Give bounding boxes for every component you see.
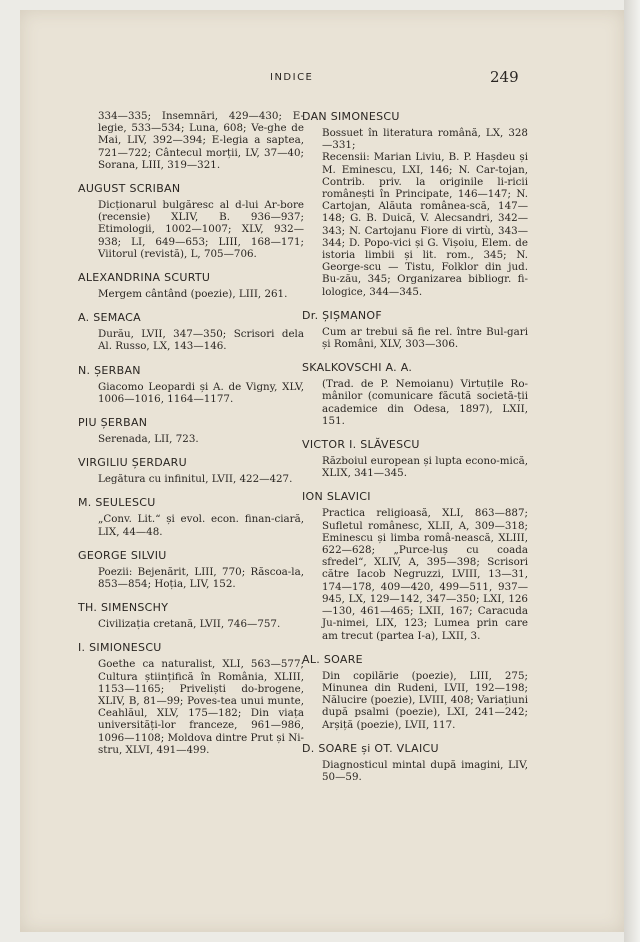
index-entry xyxy=(78,271,304,300)
author-name: SKALKOVSCHI A. A. xyxy=(302,361,413,375)
author-name: DAN SIMONESCU xyxy=(302,110,400,123)
index-entry xyxy=(302,309,528,350)
entry-references: Cum ar trebui să fie rel. între Bul-gari și Români, XLV, 303—306. xyxy=(322,325,528,351)
index-entry xyxy=(78,416,304,445)
entry-references: Civilizația cretană, LVII, 746—757. xyxy=(98,618,281,631)
index-entry xyxy=(78,456,304,485)
document-page xyxy=(20,10,624,932)
author-name: VIRGILIU ȘERDARU xyxy=(78,456,187,470)
entry-references: Diagnosticul mintal după imagini, LIV, 50—59. xyxy=(322,758,528,783)
author-name: ALEXANDRINA SCURTU xyxy=(78,271,211,285)
entry-references: Războiul european și lupta econo-mică, XLIX, 341—345. xyxy=(322,455,528,480)
entry-references: (Trad. de P. Nemoianu) Virtuțile Ro-mânilor (comunicare făcută societă-ții academice din Odesa, 1897), LXII, 151. xyxy=(322,378,528,427)
index-entry xyxy=(78,364,304,405)
entry-references: Giacomo Leopardi și A. de Vigny, XLV, 1006—1016, 1164—1177. xyxy=(98,380,304,405)
author-name: ION SLAVICI xyxy=(302,490,371,504)
index-entry xyxy=(78,496,304,537)
index-entry xyxy=(78,641,304,756)
entry-references: „Conv. Lit.“ și evol. econ. finan-ciară, LIX, 44—48. xyxy=(98,513,304,538)
author-name: I. SIMIONESCU xyxy=(78,641,162,655)
entry-references: Serenada, LII, 723. xyxy=(98,433,199,446)
left-column xyxy=(78,110,304,767)
index-entry xyxy=(302,490,528,641)
author-name: D. SOARE și OT. VLAICU xyxy=(302,741,439,755)
index-entry xyxy=(78,182,304,260)
author-name: PIU ȘERBAN xyxy=(78,416,148,430)
author-name: VICTOR I. SLĂVESCU xyxy=(302,438,420,452)
entry-references: Dicționarul bulgăresc al d-lui Ar-bore (recensie) XLIV, B. 936—937; Etimologii, 1002—1007; XLV, 932—938; LI, 649—653; LIII, 168—171; Viitorul (revistă), L, 705—706. xyxy=(98,199,304,260)
index-entry xyxy=(78,549,304,590)
author-name: M. SEULESCU xyxy=(78,496,156,510)
author-name: A. SEMACA xyxy=(78,311,141,325)
index-entry xyxy=(78,110,304,171)
author-name: AUGUST SCRIBAN xyxy=(78,182,181,196)
entry-references: 334—335; Insemnări, 429—430; E-legie, 533—534; Luna, 608; Ve-ghe de Mai, LIV, 392—394; E-legia a saptea, 721—722; Cântecul morții, LV, 37—40; Sorana, LIII, 319—321. xyxy=(98,110,304,171)
author-name: GEORGE SILVIU xyxy=(78,548,167,562)
entry-references: Legătura cu infinitul, LVII, 422—427. xyxy=(98,473,293,486)
author-name: AL. SOARE xyxy=(302,652,363,666)
recensions-list: Recensii: Marian Liviu, B. P. Hașdeu și M. Eminescu, LXI, 146; N. Car-tojan, Contrib. priv. la originile li-ricii românești în Principate, 146—147; N. Cartojan, Alăuta românea-scă, 147—148; G. B. Duică, V. Alecsandri, 342—343; N. Cartojanu Fiore di virtù, 343—344; D. Popo-vici și G. Vișoiu, Elem. de istoria limbii și lit. rom., 345; N. George-scu — Tistu, Folklor din jud. Bu-zău, 345; Organizarea bibliogr. fi-lologice, 344—345. xyxy=(322,151,528,298)
index-entry xyxy=(78,601,304,630)
entry-references: Durău, LVII, 347—350; Scrisori dela Al. Russo, LX, 143—146. xyxy=(98,328,304,353)
entry-references: Mergem cântând (poezie), LIII, 261. xyxy=(98,288,288,301)
page-number: 249 xyxy=(490,68,519,86)
index-entry xyxy=(302,653,528,731)
index-entry xyxy=(302,361,528,427)
entry-references: Practica religioasă, XLI, 863—887; Sufletul românesc, XLII, A, 309—318; Eminescu și limba româ-nească, XLIII, 622—628; „Purce-luș cu coada sfredel“, XLIV, A, 395—398; Scrisori către Iacob Negruzzi, LVIII, 13—31, 174—178, 409—420, 499—511, 937—945, LX, 129—142, 347—350; LXI, 126—130, 461—465; LXII, 167; Caracuda Ju-nimei, LIX, 123; Lumea prin care am trecut (partea I-a), LXII, 3. xyxy=(322,507,528,642)
index-entry xyxy=(302,438,528,479)
author-name: TH. SIMENSCHY xyxy=(78,601,169,615)
page-edge xyxy=(624,0,640,942)
author-name: N. ȘERBAN xyxy=(78,363,141,377)
page-header xyxy=(20,68,624,92)
index-entry xyxy=(302,110,528,298)
right-column xyxy=(302,110,528,794)
entry-references: Poezii: Bejenărit, LIII, 770; Răscoa-la, 853—854; Hoția, LIV, 152. xyxy=(98,565,304,591)
index-entry xyxy=(78,311,304,352)
index-entry xyxy=(302,742,528,783)
entry-references: Bossuet în literatura română, LX, 328—331; xyxy=(322,127,528,152)
entry-references: Din copilărie (poezie), LIII, 275; Minunea din Rudeni, LVII, 192—198; Nălucire (poezie), LVIII, 408; Variațiuni după psalmi (poezie), LXI, 241—242; Arșiță (poezie), LVII, 117. xyxy=(322,669,528,731)
entry-references: Goethe ca naturalist, XLI, 563—577; Cultura științifică în România, XLIII, 1153—1165; Priveliști do-brogene, XLIV, B, 81—99; Poves-tea unui munte, Ceahlăul, XLV, 175—182; Din viața universități-lor franceze, 961—986, 1096—1108; Moldova dintre Prut și Ni-stru, XLVI, 491—499. xyxy=(98,658,304,756)
running-title: INDICE xyxy=(270,72,314,83)
author-name: Dr. ȘIȘMANOF xyxy=(302,308,383,322)
